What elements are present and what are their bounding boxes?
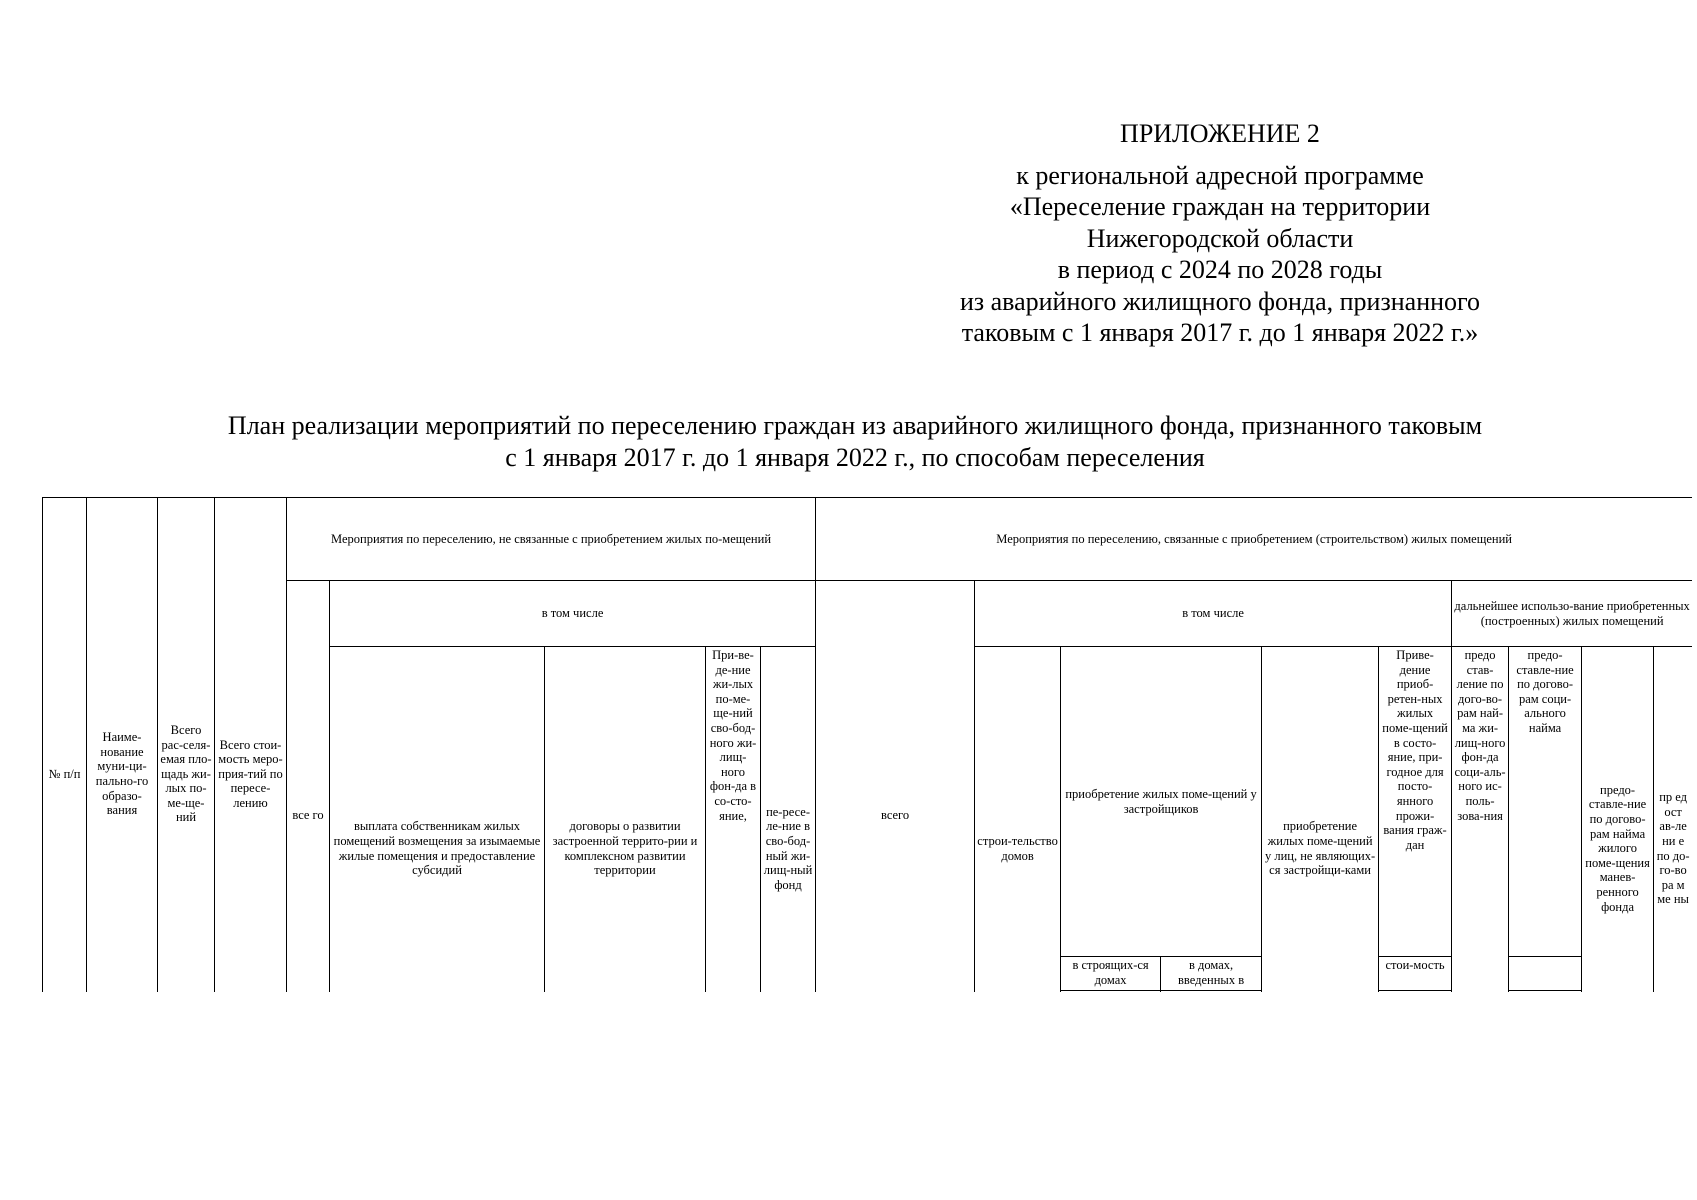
plan-title-line-1: План реализации мероприятий по переселению граждан из аварийного жилищного фонда, признанного таковым [227, 411, 1483, 440]
col-header-purchase-dev: приобретение жилых поме-щений у застройщиков [1061, 647, 1262, 957]
col-header-number: № п/п [43, 498, 87, 993]
col-header-cost: стои-мость [1379, 957, 1452, 991]
col-header-maneuver: предо-ставле-ние по догово-рам найма жилого поме-щения манев-ренного фонда [1582, 647, 1654, 993]
group-header-acquisition: Мероприятия по переселению, связанные с приобретением (строительством) жилых помещений [816, 498, 1692, 581]
col-header-purchase-non-dev: приобретение жилых поме-щений у лиц, не являющих-ся застройщи-ками [1262, 647, 1379, 993]
plan-title-line-2: с 1 января 2017 г. до 1 января 2022 г., по способам переселения [505, 443, 1205, 472]
col-header-area: Всего рас-селя-емая пло-щадь жи-лых по-ме-ще-ний [158, 498, 215, 993]
col-header-total-cost: Всего стои-мость меро-прия-тий по пересе-лению [215, 498, 287, 993]
col-header-social-use: предо став-ление по дого-во-рам най-ма жи-лищ-ного фон-да соци-аль-ного ис-поль-зова-ния [1452, 647, 1509, 993]
col-header-social-rent: предо-ставле-ние по догово-рам соци-ального найма [1509, 647, 1582, 957]
plan-table-wrapper [42, 497, 1692, 992]
col-header-bring-acquired: Приве-дение приоб-ретен-ных жилых поме-щений в состо-яние, при-годное для посто-янного прожи-вания граж-дан [1379, 647, 1452, 957]
col-header-municipality: Наиме-нование муни-ци-пально-го образо-вания [87, 498, 158, 993]
appendix-line: Нижегородской области [1086, 223, 1354, 253]
col-header-total-a: все го [287, 581, 330, 993]
col-header-resettle-free: пе-ресе-ле-ние в сво-бод-ный жи-лищ-ный фонд [761, 647, 816, 993]
appendix-line: из аварийного жилищного фонда, признанного [959, 286, 1481, 316]
appendix-header [880, 118, 1560, 349]
plan-title [120, 410, 1590, 474]
plan-table [42, 497, 1692, 992]
col-header-bring-free: При-ве-де-ние жи-лых по-ме-ще-ний сво-бод-ного жи-лищ-ного фон-да в со-сто-яние, [706, 647, 761, 993]
col-header-in-commissioned: в домах, введенных в [1161, 957, 1262, 991]
appendix-line: таковым с 1 января 2017 г. до 1 января 2022 г.» [961, 318, 1479, 347]
table-cell [1061, 991, 1161, 993]
table-cell [1509, 991, 1582, 993]
appendix-line: в период с 2024 по 2028 годы [1057, 255, 1383, 284]
subheader-including-a: в том числе [330, 581, 816, 647]
col-header-construction: строи-тельство домов [975, 647, 1061, 993]
col-header-contracts: договоры о развитии застроенной террито-рии и комплексном развитии территории [545, 647, 706, 993]
col-header-exchange: пр ед ост ав-ле ни е по до-го-во ра м ме ны [1654, 647, 1692, 993]
appendix-line: к региональной адресной программе [1016, 160, 1424, 190]
col-header-total-b: всего [816, 581, 975, 993]
col-header-in-progress: в строящих-ся домах [1061, 957, 1161, 991]
table-cell [1379, 991, 1452, 993]
col-header-social-rent-sub [1509, 957, 1582, 991]
group-header-not-acquisition: Мероприятия по переселению, не связанные с приобретением жилых по-мещений [287, 498, 816, 581]
subheader-further-use: дальнейшее использо-вание приобретенных (построенных) жилых помещений [1452, 581, 1692, 647]
appendix-title: ПРИЛОЖЕНИЕ 2 [1120, 119, 1320, 148]
appendix-line: «Переселение граждан на территории [1009, 192, 1431, 221]
col-header-payment: выплата собственникам жилых помещений возмещения за изымаемые жилые помещения и предоставление субсидий [330, 647, 545, 993]
table-cell [1161, 991, 1262, 993]
subheader-including-b: в том числе [975, 581, 1452, 647]
